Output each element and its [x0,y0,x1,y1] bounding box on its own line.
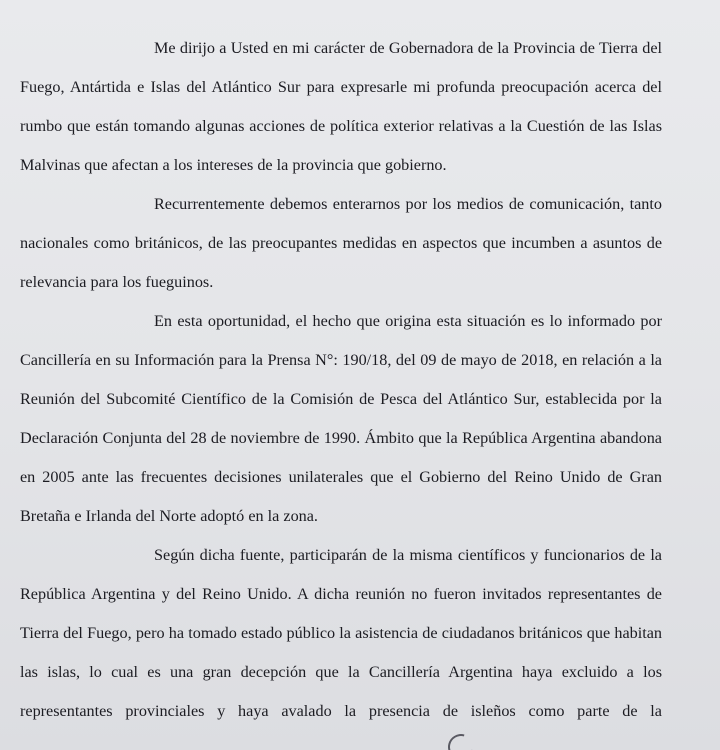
paragraph-4-text: Según dicha fuente, participarán de la misma científicos y funcionarios de la República Argentina y del Reino Unido. A dicha reunión no fueron invitados representantes de Tierra del Fuego, pero ha tomado estado público la asistencia de ciudadanos británicos que habitan las islas, lo cual es una gran decepción que la Cancillería Argentina haya excluido a los representantes provinciales y haya avalado la presencia de isleños como parte de la [20,546,662,720]
paragraph-2-text: Recurrentemente debemos enterarnos por los medios de comunicación, tanto nacionales como británicos, de las preocupantes medidas en aspectos que incumben a asuntos de relevancia para los fueguinos. [20,195,662,291]
paragraph-3-text: En esta oportunidad, el hecho que origina esta situación es lo informado por Cancillería en su Información para la Prensa N°: 190/18, del 09 de mayo de 2018, en relación a la Reunión del Subcomité Científico de la Comisión de Pesca del Atlántico Sur, establecida por la Declaración Conjunta del 28 de noviembre de 1990. Ámbito que la República Argentina abandona en 2005 ante las frecuentes decisiones unilaterales que el Gobierno del Reino Unido de Gran Bretaña e Irlanda del Norte adoptó en la zona. [20,312,662,525]
paragraph-1-text: Me dirijo a Usted en mi carácter de Gobernadora de la Provincia de Tierra del Fuego, Antártida e Islas del Atlántico Sur para expresarle mi profunda preocupación acerca del rumbo que están tomando algunas acciones de política exterior relativas a la Cuestión de las Islas Malvinas que afectan a los intereses de la provincia que gobierno. [20,39,662,174]
paragraph-1 [20,29,662,185]
paragraph-3 [20,302,662,536]
paragraph-4 [20,536,662,731]
partial-seal-mark [443,729,479,750]
paragraph-2 [20,185,662,302]
